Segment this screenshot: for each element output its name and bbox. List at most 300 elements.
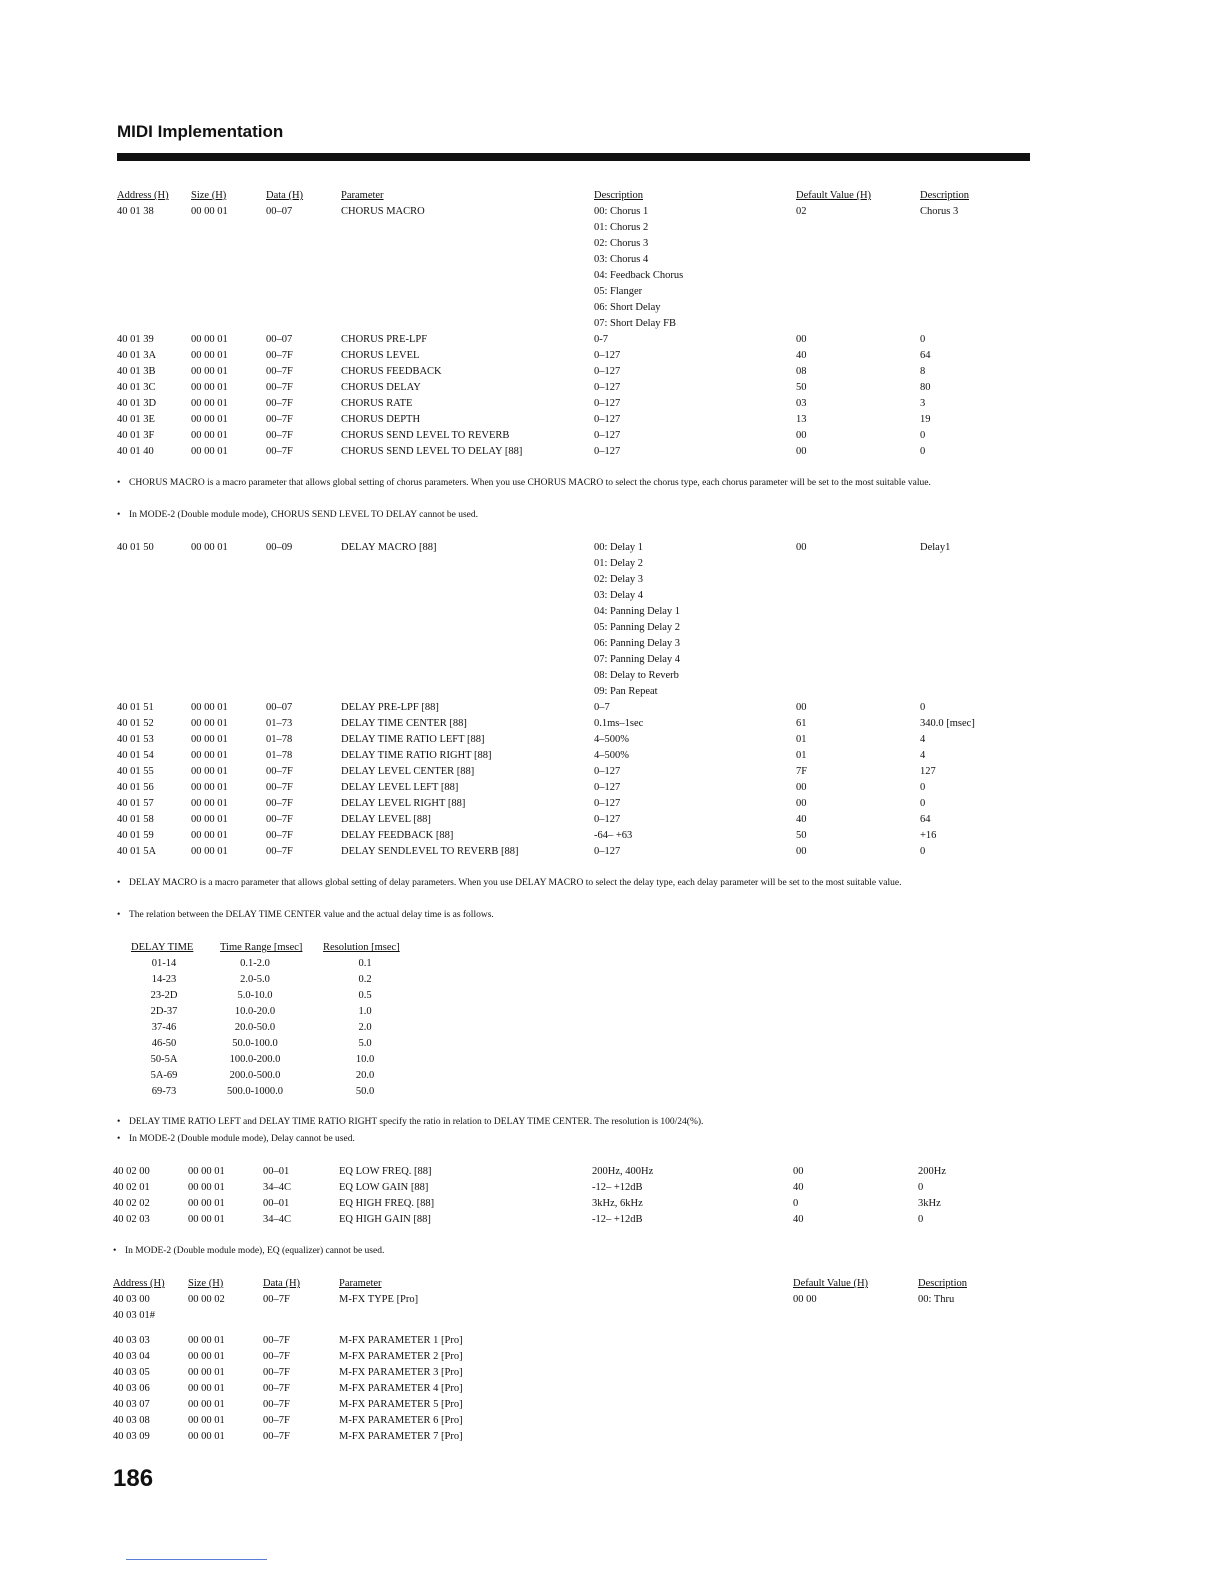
default-description-cell: 0 (918, 1182, 924, 1193)
data-cell: 00–07 (266, 206, 293, 217)
delay-time-cell: 0.1-2.0 (240, 958, 270, 969)
delay-time-row (0, 988, 600, 1004)
default-description-cell: 64 (920, 350, 931, 361)
table-header (0, 188, 1224, 204)
default-value-cell: 02 (796, 206, 807, 217)
size-cell: 00 00 01 (188, 1383, 225, 1394)
column-header: Size (H) (188, 1278, 224, 1289)
data-cell: 34–4C (263, 1214, 292, 1225)
parameter-cell: CHORUS RATE (341, 398, 413, 409)
table-row (0, 1333, 1224, 1349)
default-description-cell: 3 (920, 398, 926, 409)
description-cell: 00: Delay 1 (594, 542, 643, 553)
column-header: Address (H) (113, 1278, 165, 1289)
column-header: Size (H) (191, 190, 227, 201)
description-cell: 0–127 (594, 798, 621, 809)
size-cell: 00 00 01 (188, 1399, 225, 1410)
data-cell: 00–7F (263, 1399, 290, 1410)
default-description-cell: 340.0 [msec] (920, 718, 975, 729)
table-row (0, 412, 1224, 428)
address-cell: 40 01 52 (117, 718, 154, 729)
address-cell: 40 01 5A (117, 846, 157, 857)
note-bullet: • (117, 1134, 121, 1144)
parameter-cell: CHORUS DEPTH (341, 414, 421, 425)
description-cell: 05: Panning Delay 2 (594, 622, 681, 633)
table-row (0, 348, 1224, 364)
size-cell: 00 00 01 (188, 1214, 225, 1225)
data-cell: 00–7F (266, 830, 293, 841)
note-bullet: • (117, 478, 121, 488)
default-value-cell: 00 00 (793, 1294, 817, 1305)
delay-time-cell: 37-46 (151, 1022, 177, 1033)
size-cell: 00 00 01 (188, 1415, 225, 1426)
table-row (0, 1349, 1224, 1365)
note-bullet: • (117, 510, 121, 520)
delay-time-cell: 01-14 (151, 958, 177, 969)
table-row (0, 796, 1224, 812)
parameter-cell: CHORUS PRE-LPF (341, 334, 428, 345)
note-bullet: • (113, 1246, 117, 1256)
delay-time-cell: 5.0-10.0 (237, 990, 273, 1001)
default-description-cell: 4 (920, 750, 926, 761)
delay-time-column-header: DELAY TIME (131, 942, 194, 953)
size-cell: 00 00 01 (191, 446, 228, 457)
description-cell: 4–500% (594, 750, 629, 761)
delay-time-row (0, 1068, 600, 1084)
delay-time-cell: 200.0-500.0 (229, 1070, 281, 1081)
table-row (0, 748, 1224, 764)
table-row (0, 764, 1224, 780)
default-value-cell: 00 (796, 846, 807, 857)
delay-time-cell: 500.0-1000.0 (227, 1086, 283, 1097)
data-cell: 00–7F (263, 1335, 290, 1346)
parameter-cell: DELAY PRE-LPF [88] (341, 702, 439, 713)
delay-time-cell: 23-2D (150, 990, 178, 1001)
parameter-cell: EQ LOW FREQ. [88] (339, 1166, 432, 1177)
table-row (0, 1196, 1224, 1212)
description-cell: 0–127 (594, 398, 621, 409)
table-row (0, 1429, 1224, 1445)
parameter-cell: DELAY LEVEL CENTER [88] (341, 766, 475, 777)
size-cell: 00 00 01 (191, 830, 228, 841)
size-cell: 00 00 02 (188, 1294, 225, 1305)
address-cell: 40 03 05 (113, 1367, 150, 1378)
delay-time-row (0, 1020, 600, 1036)
address-cell: 40 03 06 (113, 1383, 150, 1394)
default-description-cell: 0 (918, 1214, 924, 1225)
delay-time-row (0, 956, 600, 972)
parameter-cell: DELAY FEEDBACK [88] (341, 830, 454, 841)
default-description-cell: 0 (920, 846, 926, 857)
address-cell: 40 03 08 (113, 1415, 150, 1426)
data-cell: 00–7F (263, 1367, 290, 1378)
parameter-cell: EQ LOW GAIN [88] (339, 1182, 429, 1193)
size-cell: 00 00 01 (191, 814, 228, 825)
data-cell: 00–7F (266, 382, 293, 393)
default-value-cell: 00 (793, 1166, 804, 1177)
size-cell: 00 00 01 (191, 414, 228, 425)
data-cell: 00–7F (263, 1415, 290, 1426)
default-description-cell: 00: Thru (918, 1294, 955, 1305)
parameter-cell: M-FX TYPE [Pro] (339, 1294, 419, 1305)
delay-time-cell: 69-73 (151, 1086, 177, 1097)
size-cell: 00 00 01 (191, 766, 228, 777)
default-description-cell: 8 (920, 366, 926, 377)
default-description-cell: Delay1 (920, 542, 951, 553)
table-row (0, 1397, 1224, 1413)
default-value-cell: 40 (796, 350, 807, 361)
table-row (0, 540, 1224, 697)
default-description-cell: 0 (920, 798, 926, 809)
address-cell: 40 03 01# (113, 1310, 155, 1321)
default-value-cell: 00 (796, 702, 807, 713)
data-cell: 00–7F (266, 814, 293, 825)
address-cell: 40 01 55 (117, 766, 154, 777)
delay-time-row (0, 1004, 600, 1020)
address-cell: 40 01 3F (117, 430, 155, 441)
delay-time-cell: 20.0 (355, 1070, 375, 1081)
parameter-cell: DELAY LEVEL LEFT [88] (341, 782, 459, 793)
delay-time-row (0, 1036, 600, 1052)
default-description-cell: 4 (920, 734, 926, 745)
default-value-cell: 40 (793, 1182, 804, 1193)
description-cell: 0-7 (594, 334, 608, 345)
default-value-cell: 01 (796, 750, 807, 761)
default-description-cell: 3kHz (918, 1198, 941, 1209)
data-cell: 00–7F (263, 1294, 290, 1305)
default-value-cell: 00 (796, 798, 807, 809)
delay-time-cell: 0.5 (358, 990, 372, 1001)
description-cell: 04: Feedback Chorus (594, 270, 684, 281)
header-rule (117, 153, 1030, 161)
table-row (0, 700, 1224, 716)
data-cell: 00–07 (266, 334, 293, 345)
address-cell: 40 01 54 (117, 750, 154, 761)
delay-time-cell: 50.0-100.0 (232, 1038, 278, 1049)
description-cell: 3kHz, 6kHz (592, 1198, 643, 1209)
data-cell: 00–7F (266, 846, 293, 857)
parameter-cell: CHORUS FEEDBACK (341, 366, 442, 377)
size-cell: 00 00 01 (191, 334, 228, 345)
description-cell: 0–127 (594, 430, 621, 441)
column-header: Address (H) (117, 190, 169, 201)
size-cell: 00 00 01 (191, 206, 228, 217)
size-cell: 00 00 01 (188, 1431, 225, 1442)
parameter-cell: M-FX PARAMETER 2 [Pro] (339, 1351, 463, 1362)
table-row (0, 732, 1224, 748)
table-row (0, 1212, 1224, 1228)
data-cell: 00–7F (266, 782, 293, 793)
data-cell: 00–07 (266, 702, 293, 713)
default-value-cell: 00 (796, 542, 807, 553)
parameter-cell: CHORUS SEND LEVEL TO DELAY [88] (341, 446, 523, 457)
default-description-cell: +16 (920, 830, 937, 841)
table-row (0, 428, 1224, 444)
delay-time-cell: 5A-69 (150, 1070, 178, 1081)
note-bullet: • (117, 1117, 121, 1127)
table-row (0, 1413, 1224, 1429)
parameter-cell: M-FX PARAMETER 5 [Pro] (339, 1399, 463, 1410)
description-cell: 0–127 (594, 766, 621, 777)
description-cell: 08: Delay to Reverb (594, 670, 679, 681)
data-cell: 00–7F (263, 1383, 290, 1394)
note-text: The relation between the DELAY TIME CENTER value and the actual delay time is as follows. (129, 910, 494, 920)
description-cell: 04: Panning Delay 1 (594, 606, 681, 617)
parameter-cell: DELAY SENDLEVEL TO REVERB [88] (341, 846, 519, 857)
size-cell: 00 00 01 (191, 782, 228, 793)
description-cell: 07: Panning Delay 4 (594, 654, 681, 665)
size-cell: 00 00 01 (191, 750, 228, 761)
address-cell: 40 03 04 (113, 1351, 150, 1362)
table-row (0, 1381, 1224, 1397)
size-cell: 00 00 01 (191, 350, 228, 361)
delay-time-cell: 0.2 (358, 974, 372, 985)
table-row (0, 1365, 1224, 1381)
address-cell: 40 01 56 (117, 782, 154, 793)
data-cell: 00–7F (266, 366, 293, 377)
delay-time-row (0, 972, 600, 988)
delay-time-cell: 50.0 (355, 1086, 375, 1097)
parameter-cell: M-FX PARAMETER 3 [Pro] (339, 1367, 463, 1378)
size-cell: 00 00 01 (191, 366, 228, 377)
default-value-cell: 40 (793, 1214, 804, 1225)
delay-time-column-header: Time Range [msec] (220, 942, 303, 953)
delay-time-row (0, 1084, 600, 1100)
parameter-cell: M-FX PARAMETER 6 [Pro] (339, 1415, 463, 1426)
note-bullet: • (117, 910, 121, 920)
table-row (0, 1164, 1224, 1180)
description-cell: 4–500% (594, 734, 629, 745)
default-description-cell: 0 (920, 430, 926, 441)
table-row (0, 1180, 1224, 1196)
table-row (0, 828, 1224, 844)
description-cell: -64– +63 (594, 830, 633, 841)
column-header: Default Value (H) (796, 190, 872, 201)
table-row (0, 332, 1224, 348)
size-cell: 00 00 01 (191, 846, 228, 857)
size-cell: 00 00 01 (188, 1335, 225, 1346)
default-value-cell: 00 (796, 446, 807, 457)
parameter-cell: EQ HIGH GAIN [88] (339, 1214, 431, 1225)
parameter-cell: CHORUS SEND LEVEL TO REVERB (341, 430, 510, 441)
description-cell: 07: Short Delay FB (594, 318, 676, 329)
address-cell: 40 01 40 (117, 446, 154, 457)
description-cell: 0–7 (594, 702, 610, 713)
delay-time-header (0, 940, 600, 956)
data-cell: 00–7F (266, 446, 293, 457)
parameter-cell: EQ HIGH FREQ. [88] (339, 1198, 435, 1209)
address-cell: 40 01 3D (117, 398, 157, 409)
description-cell: 0–127 (594, 382, 621, 393)
address-cell: 40 01 59 (117, 830, 154, 841)
address-cell: 40 01 39 (117, 334, 154, 345)
parameter-cell: DELAY TIME CENTER [88] (341, 718, 467, 729)
default-value-cell: 00 (796, 782, 807, 793)
delay-time-cell: 0.1 (358, 958, 372, 969)
address-cell: 40 03 09 (113, 1431, 150, 1442)
delay-time-cell: 1.0 (358, 1006, 372, 1017)
description-cell: 09: Pan Repeat (594, 686, 658, 697)
page-title: MIDI Implementation (117, 122, 284, 141)
data-cell: 01–78 (266, 734, 293, 745)
description-cell: 03: Delay 4 (594, 590, 643, 601)
column-header: Parameter (341, 190, 384, 201)
description-cell: 200Hz, 400Hz (592, 1166, 654, 1177)
table-row (0, 364, 1224, 380)
address-cell: 40 02 03 (113, 1214, 150, 1225)
table-row (0, 812, 1224, 828)
description-cell: 0–127 (594, 446, 621, 457)
size-cell: 00 00 01 (191, 798, 228, 809)
delay-time-column-header: Resolution [msec] (323, 942, 400, 953)
default-description-cell: 0 (920, 782, 926, 793)
description-cell: 0.1ms–1sec (594, 718, 644, 729)
table-row (0, 444, 1224, 460)
size-cell: 00 00 01 (188, 1367, 225, 1378)
delay-time-cell: 46-50 (151, 1038, 177, 1049)
default-value-cell: 50 (796, 382, 807, 393)
description-cell: 06: Short Delay (594, 302, 661, 313)
address-cell: 40 01 3B (117, 366, 156, 377)
data-cell: 00–7F (266, 398, 293, 409)
table-row (0, 716, 1224, 732)
default-value-cell: 01 (796, 734, 807, 745)
delay-time-cell: 10.0-20.0 (234, 1006, 276, 1017)
data-cell: 00–01 (263, 1198, 290, 1209)
size-cell: 00 00 01 (191, 542, 228, 553)
address-cell: 40 03 00 (113, 1294, 150, 1305)
description-cell: 0–127 (594, 414, 621, 425)
data-cell: 00–7F (263, 1351, 290, 1362)
column-header: Data (H) (263, 1278, 301, 1289)
address-cell: 40 03 07 (113, 1399, 150, 1410)
description-cell: 06: Panning Delay 3 (594, 638, 681, 649)
default-description-cell: 0 (920, 702, 926, 713)
address-cell: 40 01 3A (117, 350, 157, 361)
default-description-cell: 19 (920, 414, 931, 425)
default-value-cell: 00 (796, 334, 807, 345)
default-value-cell: 0 (793, 1198, 799, 1209)
default-value-cell: 7F (796, 766, 808, 777)
address-cell: 40 01 51 (117, 702, 154, 713)
size-cell: 00 00 01 (191, 718, 228, 729)
description-cell: 02: Chorus 3 (594, 238, 649, 249)
size-cell: 00 00 01 (191, 382, 228, 393)
note-text: DELAY TIME RATIO LEFT and DELAY TIME RATIO RIGHT specify the ratio in relation to DELAY TIME CENTER. The resolution is 100/24(%). (129, 1117, 704, 1127)
parameter-cell: DELAY TIME RATIO RIGHT [88] (341, 750, 492, 761)
page-number: 186 (113, 1465, 154, 1492)
note-text: In MODE-2 (Double module mode), CHORUS SEND LEVEL TO DELAY cannot be used. (129, 510, 478, 520)
column-header: Description (918, 1278, 967, 1289)
data-cell: 34–4C (263, 1182, 292, 1193)
default-description-cell: 64 (920, 814, 931, 825)
column-header: Parameter (339, 1278, 382, 1289)
description-cell: 0–127 (594, 366, 621, 377)
description-cell: 05: Flanger (594, 286, 643, 297)
description-cell: 00: Chorus 1 (594, 206, 649, 217)
column-header: Data (H) (266, 190, 304, 201)
parameter-cell: DELAY LEVEL RIGHT [88] (341, 798, 466, 809)
address-cell: 40 01 50 (117, 542, 154, 553)
delay-time-cell: 2.0-5.0 (240, 974, 270, 985)
delay-time-cell: 5.0 (358, 1038, 372, 1049)
default-value-cell: 08 (796, 366, 807, 377)
parameter-cell: M-FX PARAMETER 1 [Pro] (339, 1335, 463, 1346)
table-row (0, 1292, 1224, 1321)
parameter-cell: CHORUS DELAY (341, 382, 421, 393)
address-cell: 40 01 53 (117, 734, 154, 745)
description-cell: -12– +12dB (592, 1182, 643, 1193)
data-cell: 01–78 (266, 750, 293, 761)
table-row (0, 844, 1224, 860)
delay-time-cell: 2.0 (358, 1022, 372, 1033)
data-cell: 01–73 (266, 718, 293, 729)
column-header: Description (594, 190, 643, 201)
default-description-cell: Chorus 3 (920, 206, 959, 217)
size-cell: 00 00 01 (188, 1351, 225, 1362)
mfx-table-header (0, 1276, 1224, 1292)
size-cell: 00 00 01 (191, 398, 228, 409)
parameter-cell: DELAY LEVEL [88] (341, 814, 431, 825)
description-cell: 0–127 (594, 846, 621, 857)
address-cell: 40 01 3C (117, 382, 156, 393)
default-value-cell: 03 (796, 398, 807, 409)
address-cell: 40 01 38 (117, 206, 154, 217)
default-value-cell: 50 (796, 830, 807, 841)
data-cell: 00–09 (266, 542, 293, 553)
note-text: DELAY MACRO is a macro parameter that allows global setting of delay parameters. When you use DELAY MACRO to select the delay type, each delay parameter will be set to the most suitable value. (129, 878, 902, 888)
delay-time-cell: 14-23 (151, 974, 177, 985)
address-cell: 40 01 3E (117, 414, 155, 425)
description-cell: 01: Chorus 2 (594, 222, 649, 233)
data-cell: 00–7F (266, 798, 293, 809)
table-row (0, 396, 1224, 412)
data-cell: 00–7F (266, 350, 293, 361)
data-cell: 00–01 (263, 1166, 290, 1177)
size-cell: 00 00 01 (191, 430, 228, 441)
column-header: Description (920, 190, 969, 201)
parameter-cell: M-FX PARAMETER 7 [Pro] (339, 1431, 463, 1442)
description-cell: 0–127 (594, 350, 621, 361)
description-cell: -12– +12dB (592, 1214, 643, 1225)
parameter-cell: DELAY TIME RATIO LEFT [88] (341, 734, 485, 745)
column-header: Default Value (H) (793, 1278, 869, 1289)
delay-time-cell: 50-5A (150, 1054, 178, 1065)
data-cell: 00–7F (263, 1431, 290, 1442)
parameter-cell: CHORUS LEVEL (341, 350, 420, 361)
default-description-cell: 127 (920, 766, 936, 777)
size-cell: 00 00 01 (191, 734, 228, 745)
note-text: CHORUS MACRO is a macro parameter that allows global setting of chorus parameters. When you use CHORUS MACRO to select the chorus type, each chorus parameter will be set to the most suitable value. (129, 478, 931, 488)
data-cell: 00–7F (266, 766, 293, 777)
delay-time-cell: 10.0 (355, 1054, 375, 1065)
note-bullet: • (117, 878, 121, 888)
table-row (0, 780, 1224, 796)
description-cell: 03: Chorus 4 (594, 254, 649, 265)
table-row (0, 204, 1224, 329)
default-description-cell: 0 (920, 334, 926, 345)
size-cell: 00 00 01 (188, 1198, 225, 1209)
parameter-cell: CHORUS MACRO (341, 206, 425, 217)
default-description-cell: 200Hz (918, 1166, 946, 1177)
description-cell: 0–127 (594, 782, 621, 793)
default-description-cell: 0 (920, 446, 926, 457)
note-text: In MODE-2 (Double module mode), EQ (equalizer) cannot be used. (125, 1246, 385, 1256)
address-cell: 40 01 58 (117, 814, 154, 825)
address-cell: 40 02 00 (113, 1166, 150, 1177)
delay-time-row (0, 1052, 600, 1068)
default-value-cell: 13 (796, 414, 807, 425)
